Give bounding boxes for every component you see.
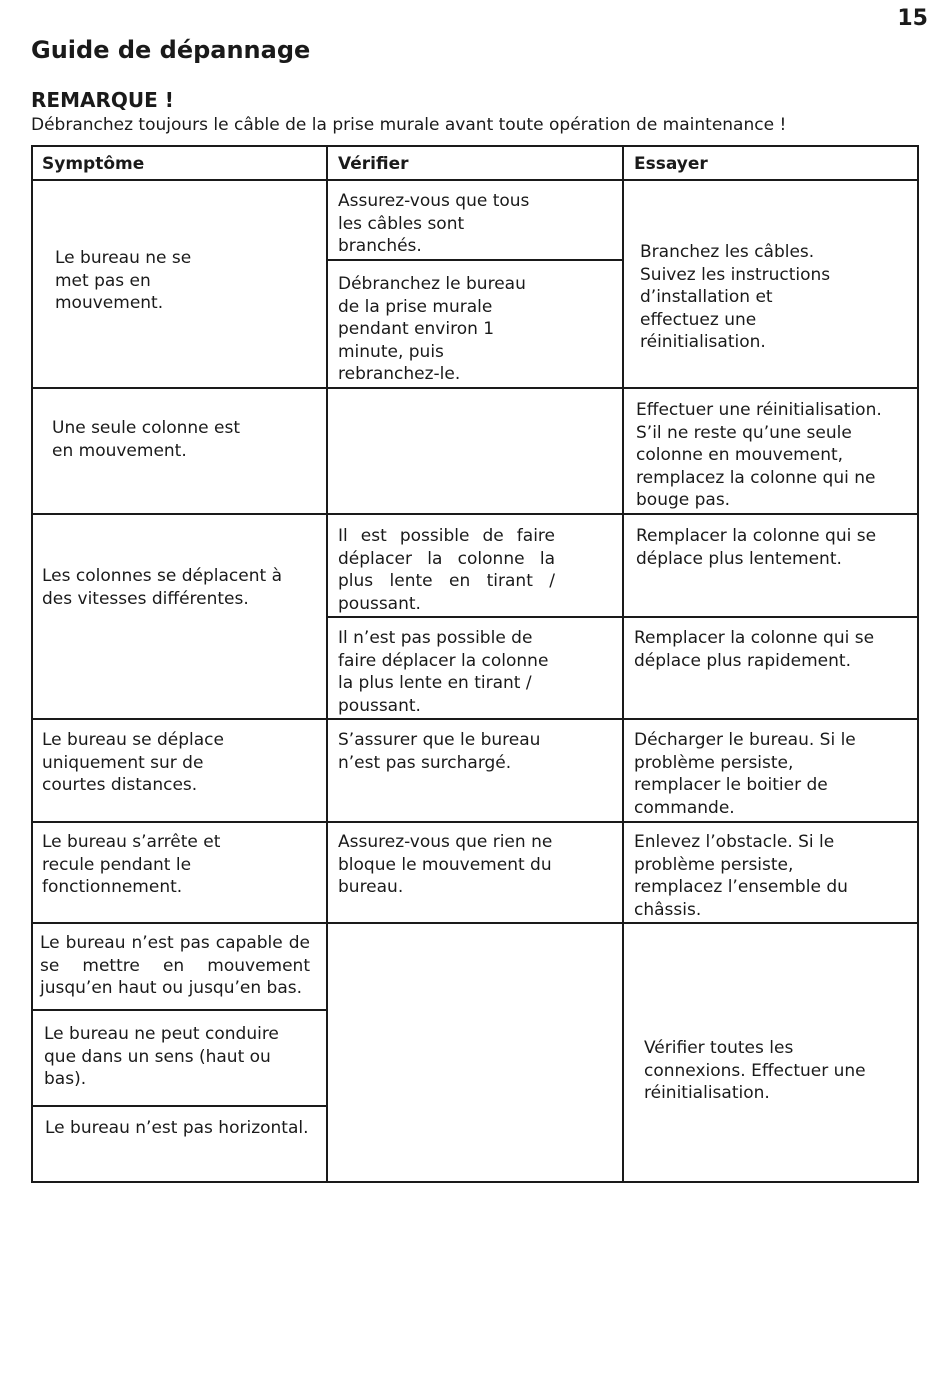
try-cell: Effectuer une réinitialisation. S’il ne reste qu’une seule colonne en mouvement, remplacez la colonne qui ne bouge pas.	[636, 400, 882, 510]
table-border-left	[31, 145, 33, 1183]
symptom-cell: Une seule colonne est en mouvement.	[52, 418, 241, 461]
header-check: Vérifier	[338, 154, 409, 174]
page-number: 15	[897, 6, 928, 31]
table-border-bottom	[31, 1181, 919, 1183]
troubleshooting-table	[31, 145, 919, 1183]
subrow-divider	[326, 259, 624, 261]
check-cell: Assurez-vous que rien ne bloque le mouvement du bureau.	[338, 832, 553, 897]
try-cell: Vérifier toutes les connexions. Effectuer une réinitialisation.	[644, 1038, 866, 1103]
note-heading: REMARQUE !	[31, 88, 174, 112]
column-divider	[622, 145, 624, 1183]
header-divider	[31, 179, 919, 181]
row-divider	[31, 513, 919, 515]
row-divider	[31, 922, 919, 924]
symptom-cell: Le bureau ne se met pas en mouvement.	[55, 248, 192, 313]
symptom-cell: Le bureau ne peut conduire que dans un sens (haut ou bas).	[44, 1024, 279, 1089]
check-cell: Débranchez le bureau de la prise murale pendant environ 1 minute, puis rebranchez-le.	[338, 274, 526, 384]
try-cell: Enlevez l’obstacle. Si le problème persiste, remplacez l’ensemble du châssis.	[634, 832, 848, 920]
subrow-divider	[31, 1105, 328, 1107]
row-divider	[31, 718, 919, 720]
symptom-cell: Le bureau n’est pas capable de se mettre en mouvement jusqu’en haut ou jusqu’en bas.	[40, 933, 310, 998]
note-text: Débranchez toujours le câble de la prise murale avant toute opération de maintenance !	[31, 115, 787, 135]
try-cell: Remplacer la colonne qui se déplace plus rapidement.	[634, 628, 875, 671]
try-cell: Branchez les câbles. Suivez les instructions d’installation et effectuez une réinitialisation.	[640, 242, 831, 352]
check-cell: Assurez-vous que tous les câbles sont branchés.	[338, 191, 530, 256]
try-cell: Décharger le bureau. Si le problème persiste, remplacer le boitier de commande.	[634, 730, 856, 818]
subrow-divider	[326, 616, 919, 618]
subrow-divider	[31, 1009, 328, 1011]
header-symptom: Symptôme	[42, 154, 145, 174]
check-cell: S’assurer que le bureau n’est pas surchargé.	[338, 730, 541, 773]
check-cell: Il n’est pas possible de faire déplacer la colonne la plus lente en tirant / poussant.	[338, 628, 549, 716]
table-border-right	[917, 145, 919, 1183]
symptom-cell: Les colonnes se déplacent à des vitesses différentes.	[42, 566, 283, 609]
row-divider	[31, 821, 919, 823]
check-cell: Il est possible de faire déplacer la colonne la plus lente en tirant / poussant.	[338, 526, 555, 614]
symptom-cell: Le bureau n’est pas horizontal.	[45, 1118, 309, 1138]
symptom-cell: Le bureau se déplace uniquement sur de courtes distances.	[42, 730, 224, 795]
column-divider	[326, 145, 328, 1183]
page-title: Guide de dépannage	[31, 36, 311, 64]
row-divider	[31, 387, 919, 389]
symptom-cell: Le bureau s’arrête et recule pendant le fonctionnement.	[42, 832, 221, 897]
table-border-top	[31, 145, 919, 147]
header-try: Essayer	[634, 154, 708, 174]
try-cell: Remplacer la colonne qui se déplace plus lentement.	[636, 526, 877, 569]
